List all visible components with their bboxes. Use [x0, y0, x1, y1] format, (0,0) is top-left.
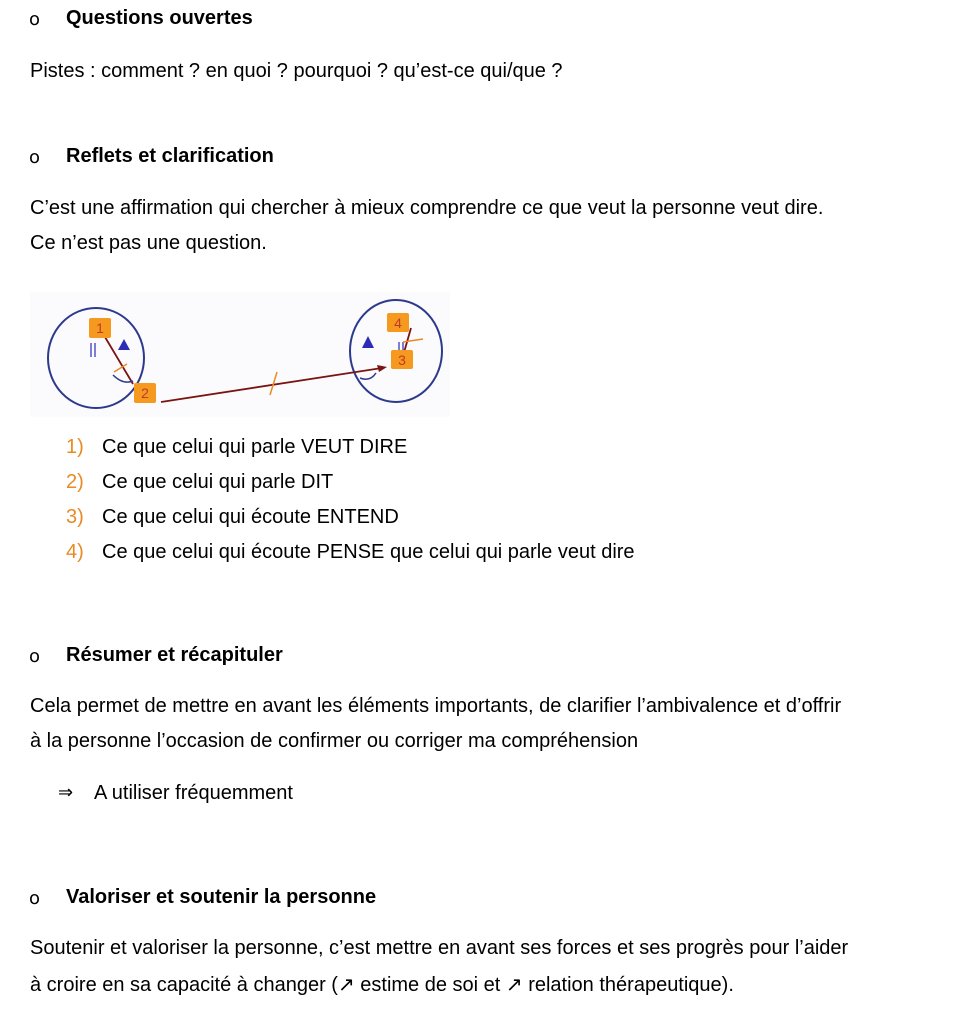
heading-resumer-recapituler: Résumer et récapituler	[66, 644, 283, 666]
communication-diagram	[30, 292, 450, 417]
paragraph-confirmer: à la personne l’occasion de confirmer ou corriger ma compréhension	[30, 730, 639, 752]
heading-questions-ouvertes: Questions ouvertes	[66, 7, 253, 29]
list-item-number-3: 3)	[66, 506, 84, 528]
paragraph-pistes: Pistes : comment ? en quoi ? pourquoi ? qu’est-ce qui/que ?	[30, 60, 563, 82]
list-item-number-4: 4)	[66, 541, 84, 563]
paragraph-pas-question: Ce n’est pas une question.	[30, 232, 267, 254]
bullet-icon: o	[29, 646, 41, 667]
heading-reflets-clarification: Reflets et clarification	[66, 145, 274, 167]
list-item-number-2: 2)	[66, 471, 84, 493]
diagram-background	[30, 292, 450, 417]
list-item-text-4: Ce que celui qui écoute PENSE que celui qui parle veut dire	[102, 541, 635, 563]
paragraph-capacite: à croire en sa capacité à changer (↗ estime de soi et ↗ relation thérapeutique).	[30, 974, 734, 996]
bullet-icon: o	[29, 9, 41, 30]
list-item-text-2: Ce que celui qui parle DIT	[102, 471, 334, 493]
list-item-text-1: Ce que celui qui parle VEUT DIRE	[102, 436, 408, 458]
badge-3-label: 3	[398, 352, 406, 368]
bullet-icon: o	[29, 888, 41, 909]
badge-2-label: 2	[141, 385, 149, 401]
paragraph-elements-importants: Cela permet de mettre en avant les éléments importants, de clarifier l’ambivalence et d’offrir	[30, 695, 842, 717]
paragraph-forces-progres: Soutenir et valoriser la personne, c’est mettre en avant ses forces et ses progrès pour l’aider	[30, 937, 849, 959]
badge-1-label: 1	[96, 320, 104, 336]
heading-valoriser-soutenir: Valoriser et soutenir la personne	[66, 886, 377, 908]
bullet-icon: o	[29, 147, 41, 168]
note-frequemment: A utiliser fréquemment	[94, 782, 293, 804]
list-item-number-1: 1)	[66, 436, 84, 458]
implies-arrow-icon: ⇒	[58, 782, 74, 803]
badge-4-label: 4	[394, 315, 402, 331]
paragraph-affirmation: C’est une affirmation qui chercher à mieux comprendre ce que veut la personne veut dire.	[30, 197, 824, 219]
list-item-text-3: Ce que celui qui écoute ENTEND	[102, 506, 399, 528]
